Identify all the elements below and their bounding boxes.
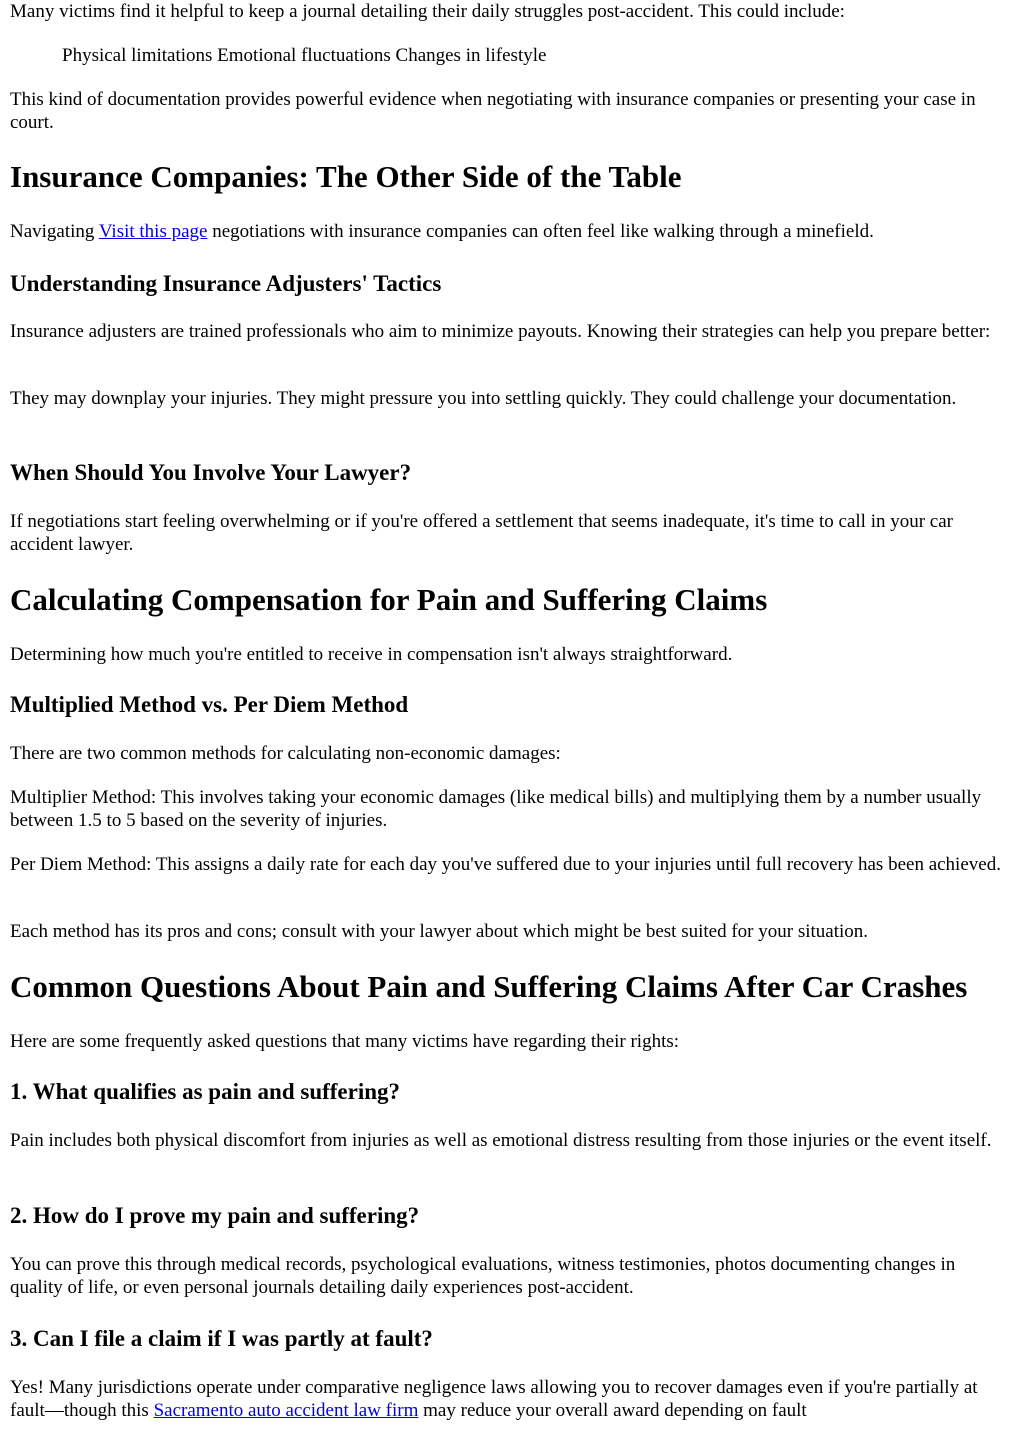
- documentation-paragraph: This kind of documentation provides powerful evidence when negotiating with insurance companies or presenting your case in court.: [10, 89, 976, 133]
- compensation-intro: Determining how much you're entitled to receive in compensation isn't always straightforward.: [10, 644, 733, 665]
- pros-cons-paragraph: Each method has its pros and cons; consult with your lawyer about which might be best suited for your situation.: [10, 921, 869, 942]
- navigating-paragraph: [10, 220, 1010, 243]
- navigating-text-end: negotiations with insurance companies can often feel like walking through a minefield.: [207, 221, 874, 242]
- faq-question-3: 3. Can I file a claim if I was partly at fault?: [10, 1326, 433, 1351]
- faq-answer-3: [10, 1376, 1010, 1422]
- visit-this-page-link[interactable]: Visit this page: [98, 221, 208, 242]
- faq-heading: Common Questions About Pain and Suffering Claims After Car Crashes: [10, 969, 968, 1004]
- methods-heading: Multiplied Method vs. Per Diem Method: [10, 692, 409, 717]
- lawyer-paragraph: If negotiations start feeling overwhelming or if you're offered a settlement that seems inadequate, it's time to call in your car accident lawyer.: [10, 511, 953, 555]
- adjusters-paragraph: Insurance adjusters are trained professionals who aim to minimize payouts. Knowing their strategies can help you prepare better:: [10, 321, 991, 342]
- multiplier-paragraph: Multiplier Method: This involves taking your economic damages (like medical bills) and multiplying them by a number usually between 1.5 to 5 based on the severity of injuries.: [10, 787, 982, 831]
- faq-answer-2: You can prove this through medical records, psychological evaluations, witness testimonies, photos documenting changes in quality of life, or even personal journals detailing daily experiences post-accident.: [10, 1254, 956, 1298]
- answer-3-text-end: may reduce your overall award depending on fault: [418, 1400, 807, 1421]
- navigating-text-start: Navigating: [10, 221, 99, 242]
- methods-paragraph: There are two common methods for calculating non-economic damages:: [10, 743, 561, 764]
- tactics-paragraph: They may downplay your injuries. They might pressure you into settling quickly. They could challenge your documentation.: [10, 388, 957, 409]
- faq-question-2: 2. How do I prove my pain and suffering?: [10, 1203, 420, 1228]
- compensation-heading: Calculating Compensation for Pain and Suffering Claims: [10, 582, 768, 617]
- journal-items: Physical limitations Emotional fluctuations Changes in lifestyle: [62, 45, 547, 66]
- faq-question-1: 1. What qualifies as pain and suffering?: [10, 1079, 401, 1104]
- per-diem-paragraph: Per Diem Method: This assigns a daily rate for each day you've suffered due to your injuries until full recovery has been achieved.: [10, 854, 1001, 875]
- sacramento-law-firm-link[interactable]: Sacramento auto accident law firm: [153, 1400, 419, 1421]
- faq-intro: Here are some frequently asked questions that many victims have regarding their rights:: [10, 1031, 680, 1052]
- lawyer-heading: When Should You Involve Your Lawyer?: [10, 460, 412, 485]
- adjusters-heading: Understanding Insurance Adjusters' Tactics: [10, 271, 442, 296]
- journal-paragraph: Many victims find it helpful to keep a journal detailing their daily struggles post-accident. This could include:: [10, 1, 845, 22]
- insurance-heading: Insurance Companies: The Other Side of the Table: [10, 159, 682, 194]
- answer-3-text-start: Yes! Many jurisdictions operate under comparative negligence laws allowing you to recover damages even if you're partially at fault—though this: [10, 1377, 978, 1421]
- faq-answer-1: Pain includes both physical discomfort from injuries as well as emotional distress resulting from those injuries or the event itself.: [10, 1130, 992, 1151]
